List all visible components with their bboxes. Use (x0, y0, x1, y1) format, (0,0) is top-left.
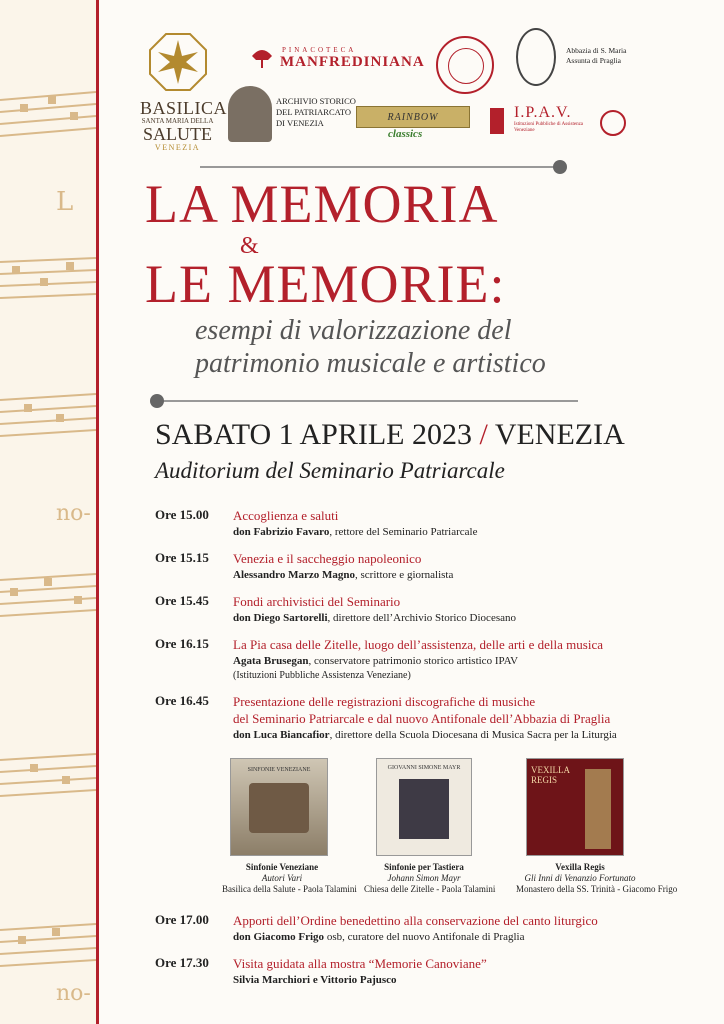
cd-cover: GIOVANNI SIMONE MAYR (376, 758, 472, 856)
subtitle: esempi di valorizzazione del patrimonio musicale e artistico (195, 315, 546, 379)
archivio-text: ARCHIVIO STORICO DEL PATRIARCATO DI VENEZIA (276, 96, 356, 128)
program-time: Ore 17.30 (155, 955, 209, 970)
cd-info: Chiesa delle Zitelle - Paola Talamini (364, 884, 496, 894)
cd-title: Vexilla Regis (555, 862, 605, 872)
cd-info: Monastero della SS. Trinità - Giacomo Frigo (516, 884, 678, 894)
program-talk: Venezia e il saccheggio napoleonico (233, 551, 422, 566)
program-talk: La Pia casa delle Zitelle, luogo dell’assistenza, delle arti e della musica (233, 637, 603, 652)
ipav-name: I.P.A.V. (514, 104, 572, 121)
ipav-subtitle: Istituzioni Pubbliche di Assistenza Veneziane (514, 122, 584, 133)
pinacoteca-label: PINACOTECA (282, 46, 357, 54)
building-icon (490, 108, 504, 134)
rainbow-classics-logo (356, 106, 470, 128)
basilica-city: VENEZIA (154, 143, 201, 152)
cd-cover: VEXILLA REGIS (526, 758, 624, 856)
date-city: VENEZIA (494, 418, 625, 451)
music-manuscript-background (0, 0, 96, 1024)
program-talk: Accoglienza e saluti (233, 508, 339, 523)
cd-title: Sinfonie Veneziane (245, 862, 319, 872)
main-title-line1: LA MEMORIA (145, 174, 499, 234)
cd-subtitle: Johann Simon Mayr (387, 873, 461, 883)
top-divider-dot (553, 160, 567, 174)
red-seal-icon (436, 36, 494, 94)
venue: Auditorium del Seminario Patriarcale (155, 458, 505, 483)
cd-cover: SINFONIE VENEZIANE (230, 758, 328, 856)
program-time: Ore 15.45 (155, 593, 209, 608)
program-speaker: don Fabrizio Favaro, rettore del Seminario Patriarcale (233, 526, 478, 538)
event-date (155, 418, 625, 452)
pinacoteca-name: MANFREDINIANA (280, 54, 425, 70)
top-divider (200, 166, 560, 168)
program-speaker: don Luca Biancafior, direttore della Scuola Diocesana di Musica Sacra per la Liturgia (233, 729, 617, 741)
bottom-divider-dot (150, 394, 164, 408)
bottom-divider (158, 400, 578, 402)
basilica-star-icon (148, 32, 208, 92)
program-talk: Visita guidata alla mostra “Memorie Canoviane” (233, 956, 487, 971)
program-talk: Fondi archivistici del Seminario (233, 594, 401, 609)
program-talk: Apporti dell’Ordine benedettino alla conservazione del canto liturgico (233, 913, 598, 928)
cd-item (222, 758, 357, 898)
main-title-line2: LE MEMORIE: (145, 254, 506, 314)
cd-item (364, 758, 496, 898)
svg-text:no-: no- (56, 501, 91, 526)
archivio-storico-logo (228, 86, 356, 142)
cd-subtitle: Autori Vari (261, 873, 303, 883)
ipav-seal-icon (600, 110, 626, 136)
program-time: Ore 17.00 (155, 912, 209, 927)
date-day: SABATO 1 APRILE 2023 (155, 418, 472, 451)
abbazia-text: Abbazia di S. Maria Assunta di Praglia (566, 46, 627, 65)
cd-subtitle: Gli Inni di Venanzio Fortunato (524, 873, 636, 883)
cd-item (516, 758, 678, 898)
classics-label: classics (388, 128, 423, 140)
program-speaker: don Giacomo Frigo osb, curatore del nuovo Antifonale di Praglia (233, 931, 525, 943)
red-vertical-rule (96, 0, 99, 1024)
program-time: Ore 16.45 (155, 693, 209, 708)
program-speaker: Agata Brusegan, conservatore patrimonio storico artistico IPAV (233, 655, 519, 667)
cd-info: Basilica della Salute - Paola Talamini (222, 884, 357, 894)
program-speaker: Silvia Marchiori e Vittorio Pajusco (233, 974, 397, 986)
program-speaker: don Diego Sartorelli, direttore dell’Archivio Storico Diocesano (233, 612, 516, 624)
program-time: Ore 16.15 (155, 636, 209, 651)
date-separator: / (479, 418, 488, 451)
title-ampersand: & (240, 233, 259, 259)
basilica-salute: SALUTE (143, 124, 212, 144)
rainbow-label: RAINBOW (387, 112, 439, 123)
basilica-subtitle: SANTA MARIA DELLA (141, 117, 214, 125)
program-speaker: Alessandro Marzo Magno, scrittore e giornalista (233, 569, 454, 581)
abbazia-seal-icon (516, 28, 556, 86)
program-talk-line2: del Seminario Patriarcale e dal nuovo Antifonale dell’Abbazia di Praglia (233, 711, 611, 726)
cd-title: Sinfonie per Tastiera (384, 862, 464, 872)
pinacoteca-logo (248, 42, 425, 75)
svg-text:no-: no- (56, 981, 91, 1006)
svg-text:L: L (56, 187, 74, 217)
cardinal-hat-icon (248, 42, 276, 70)
program-talk: Presentazione delle registrazioni discografiche di musiche (233, 694, 536, 709)
program-time: Ore 15.15 (155, 550, 209, 565)
basilica-salute-logo (140, 32, 228, 153)
statue-icon (228, 86, 272, 142)
basilica-name: BASILICA (140, 98, 228, 118)
program-time: Ore 15.00 (155, 507, 209, 522)
program-note: (Istituzioni Pubbliche Assistenza Veneziane) (233, 670, 411, 681)
